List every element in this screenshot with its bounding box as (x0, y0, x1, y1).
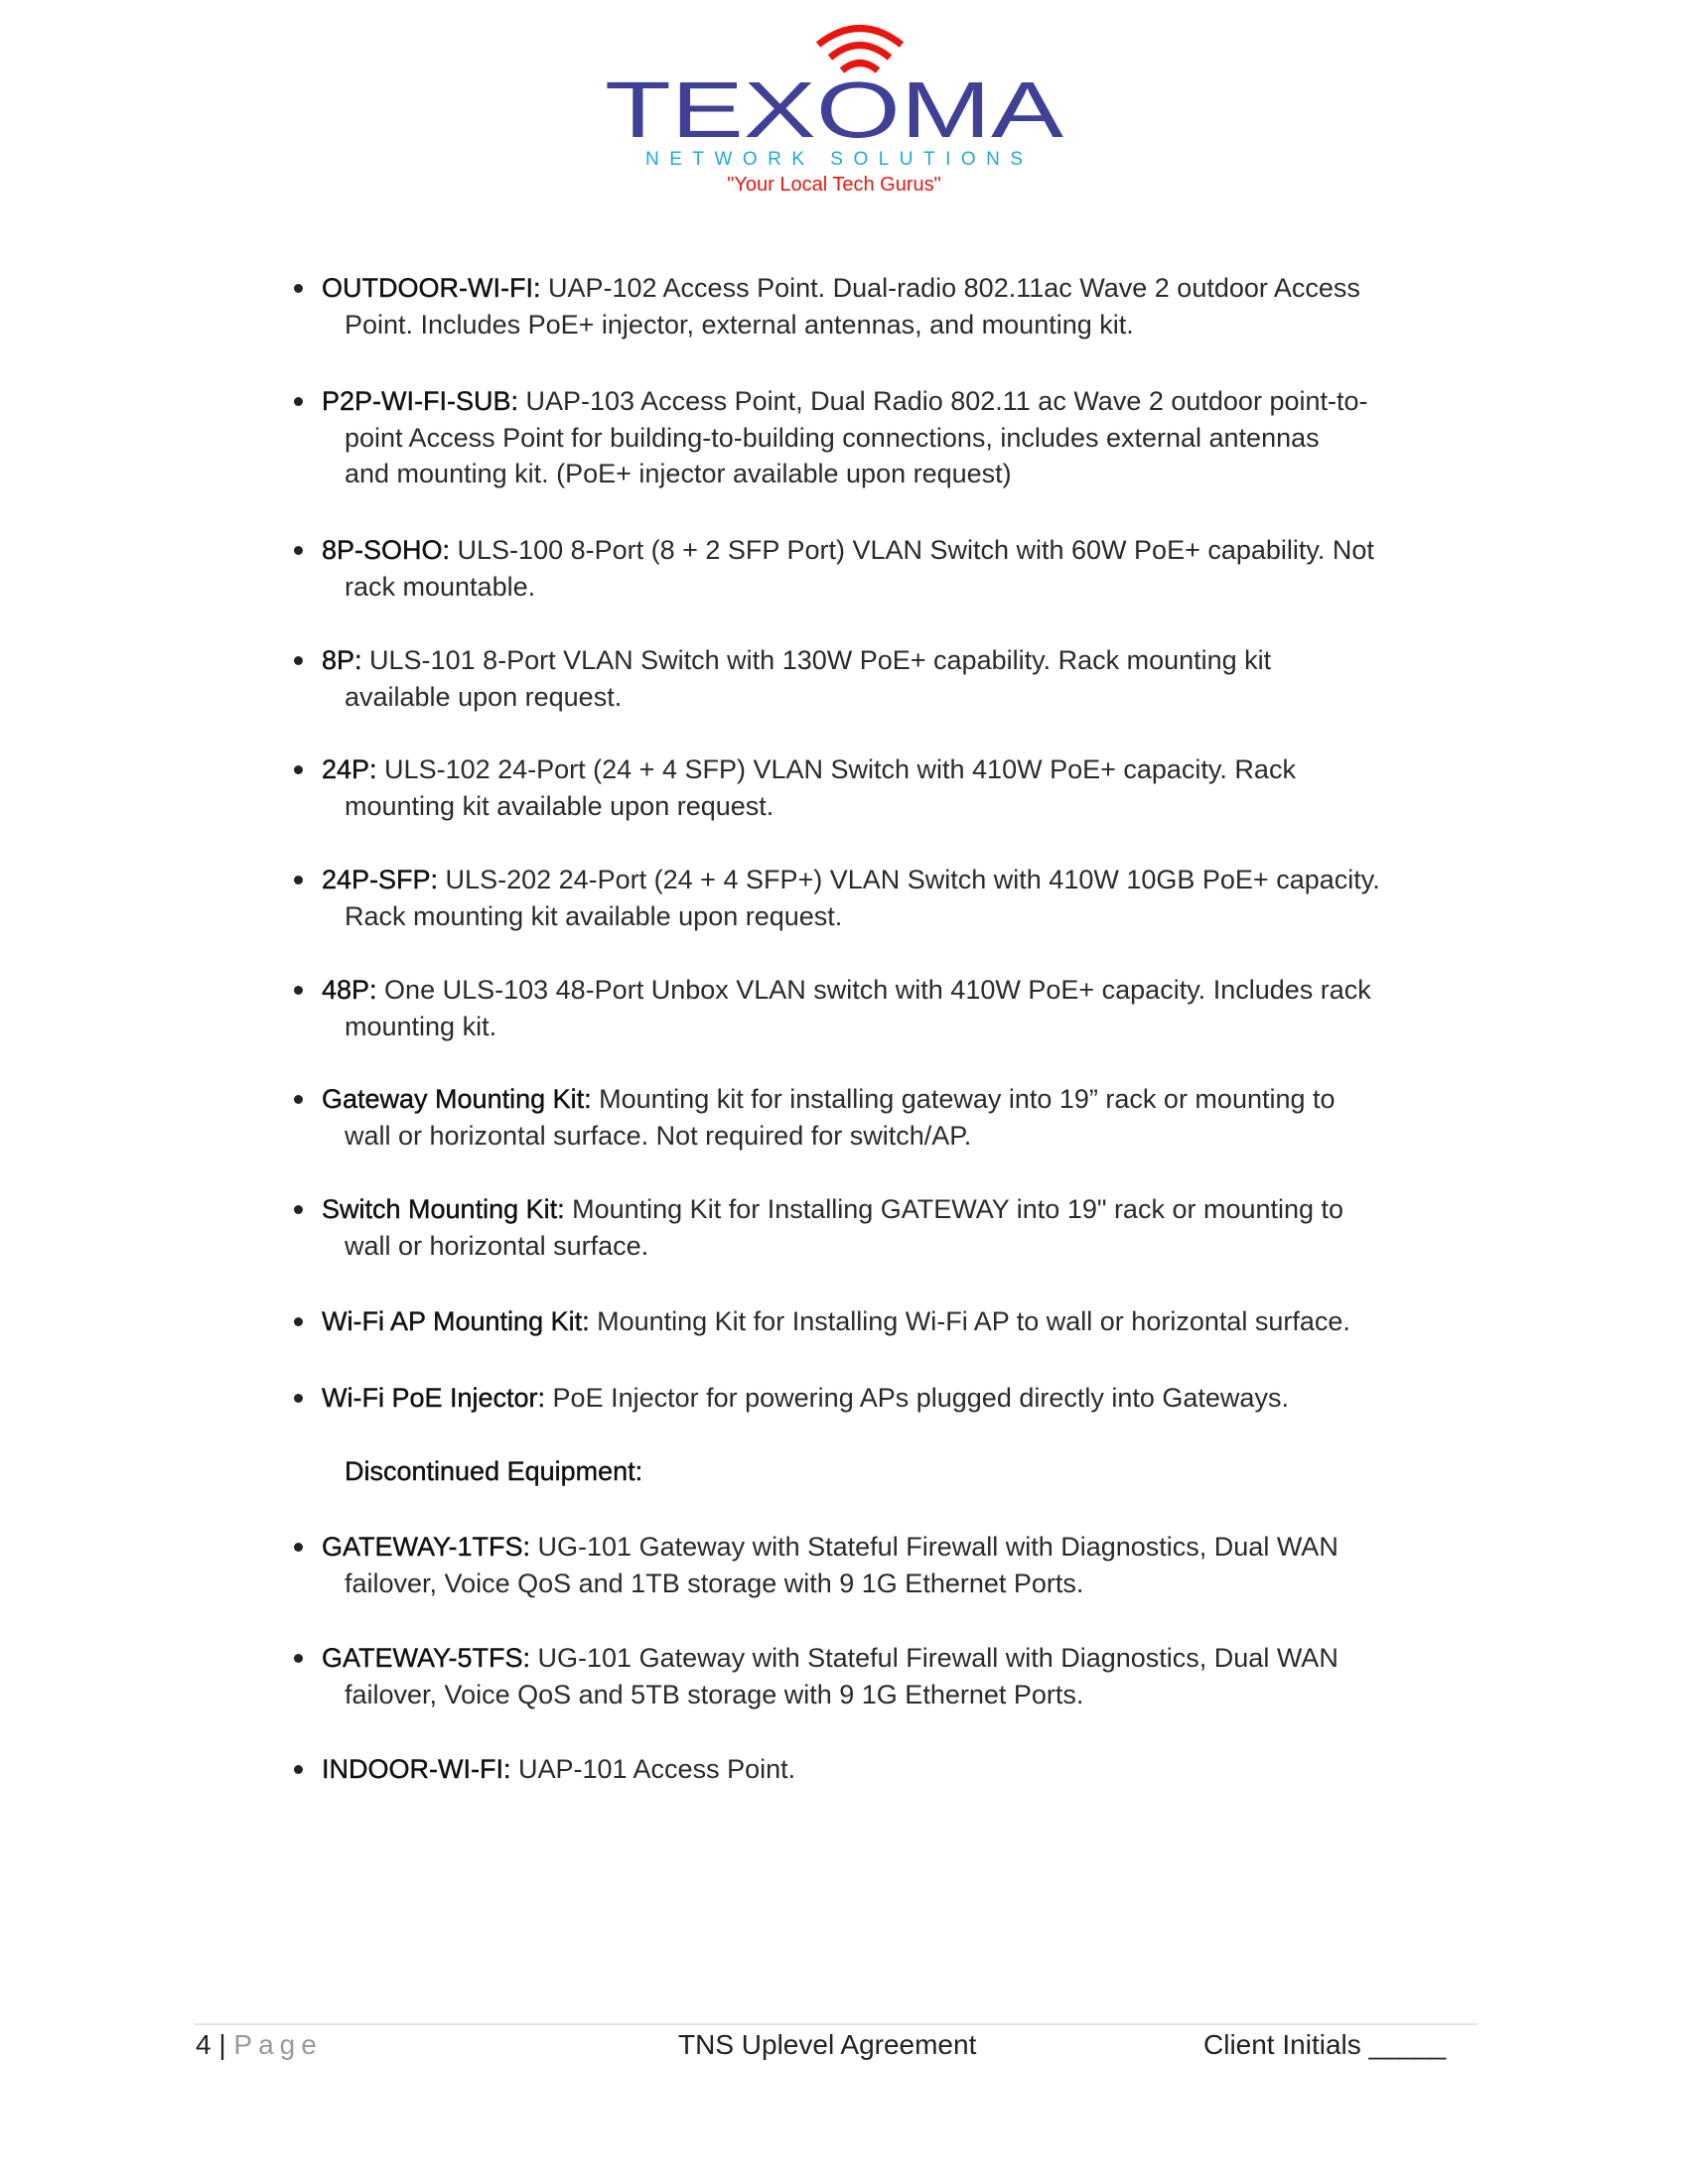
item-line (322, 532, 1374, 569)
item-line (322, 1081, 1336, 1118)
item-line: rack mountable. (345, 571, 536, 602)
item-line (322, 1303, 1350, 1340)
svg-text:"Your Local Tech Gurus": "Your Local Tech Gurus" (727, 174, 941, 196)
bullet-icon (294, 986, 303, 995)
item-text: ULS-100 8-Port (8 + 2 SFP Port) VLAN Switch with 60W PoE+ capability. Not (450, 535, 1374, 565)
bullet-icon (294, 284, 303, 293)
bullet-icon (294, 397, 303, 406)
bullet-icon (294, 1317, 303, 1326)
item-label: 8P-SOHO: (322, 535, 451, 565)
item-text: UAP-101 Access Point. (510, 1754, 796, 1784)
item-text: PoE Injector for powering APs plugged directly into Gateways. (545, 1383, 1289, 1413)
item-line (322, 1640, 1338, 1677)
footer-title: TNS Uplevel Agreement (678, 2029, 977, 2060)
texoma-logo (596, 20, 1072, 199)
item-line: mounting kit available upon request. (345, 790, 774, 821)
item-label: GATEWAY-1TFS: (322, 1532, 531, 1562)
bullet-icon (294, 546, 303, 555)
item-text: ULS-202 24-Port (24 + 4 SFP+) VLAN Switch with 410W 10GB PoE+ capacity. (438, 865, 1380, 894)
item-line (322, 383, 1368, 420)
bullet-icon (294, 1654, 303, 1663)
item-text: UG-101 Gateway with Stateful Firewall with Diagnostics, Dual WAN (530, 1532, 1338, 1562)
item-line: and mounting kit. (PoE+ injector available upon request) (345, 459, 1012, 488)
discontinued-heading: Discontinued Equipment: (345, 1456, 643, 1486)
item-line (322, 751, 1296, 788)
footer-divider (194, 2023, 1477, 2025)
item-label: Switch Mounting Kit: (322, 1194, 565, 1224)
bullet-icon (294, 656, 303, 665)
item-line: Rack mounting kit available upon request. (345, 900, 843, 931)
bullet-icon (294, 1205, 303, 1214)
item-label: Gateway Mounting Kit: (322, 1084, 592, 1114)
bullet-icon (294, 1765, 303, 1774)
page-number: 4 | Page (196, 2029, 323, 2060)
item-text: UAP-102 Access Point. Dual-radio 802.11ac Wave 2 outdoor Access (540, 273, 1360, 303)
item-line (322, 270, 1360, 307)
item-label: INDOOR-WI-FI: (322, 1754, 511, 1784)
item-label: 8P: (322, 645, 362, 675)
item-line (322, 642, 1271, 679)
item-text: ULS-102 24-Port (24 + 4 SFP) VLAN Switch with 410W PoE+ capacity. Rack (376, 754, 1296, 784)
bullet-icon (294, 765, 303, 774)
item-text: UAP-103 Access Point, Dual Radio 802.11 ac Wave 2 outdoor point-to- (518, 386, 1368, 416)
client-initials: Client Initials _____ (1203, 2029, 1447, 2060)
svg-text:NETWORK SOLUTIONS: NETWORK SOLUTIONS (645, 149, 1023, 170)
item-text: Mounting kit for installing gateway into 19” rack or mounting to (591, 1084, 1336, 1114)
item-label: GATEWAY-5TFS: (322, 1643, 531, 1673)
item-line: failover, Voice QoS and 5TB storage with 9 1G Ethernet Ports. (345, 1679, 1084, 1709)
item-text: ULS-101 8-Port VLAN Switch with 130W PoE+ capability. Rack mounting kit (361, 645, 1272, 675)
item-line (322, 972, 1371, 1009)
item-line: mounting kit. (345, 1011, 497, 1041)
item-line: wall or horizontal surface. (345, 1230, 649, 1261)
item-label: P2P-WI-FI-SUB: (322, 386, 519, 416)
item-line (322, 862, 1380, 898)
item-label: Wi-Fi PoE Injector: (322, 1383, 546, 1413)
item-text: Mounting Kit for Installing GATEWAY into 19" rack or mounting to (564, 1194, 1344, 1224)
item-line (322, 1191, 1343, 1228)
item-label: 24P-SFP: (322, 865, 439, 894)
item-line: point Access Point for building-to-building connections, includes external antennas (345, 422, 1320, 453)
svg-text:TEXOMA: TEXOMA (605, 66, 1064, 154)
bullet-icon (294, 1394, 303, 1403)
item-label: 24P: (322, 754, 377, 784)
item-line: available upon request. (345, 681, 623, 712)
item-line: Point. Includes PoE+ injector, external antennas, and mounting kit. (345, 309, 1134, 340)
item-label: 48P: (322, 975, 377, 1005)
item-line (322, 1380, 1289, 1417)
item-label: OUTDOOR-WI-FI: (322, 273, 541, 303)
bullet-icon (294, 1095, 303, 1104)
item-line: wall or horizontal surface. Not required for switch/AP. (345, 1120, 972, 1151)
item-text: UG-101 Gateway with Stateful Firewall with Diagnostics, Dual WAN (530, 1643, 1338, 1673)
item-line: failover, Voice QoS and 1TB storage with 9 1G Ethernet Ports. (345, 1568, 1084, 1598)
item-line (322, 1529, 1338, 1566)
bullet-icon (294, 1543, 303, 1552)
item-text: One ULS-103 48-Port Unbox VLAN switch with 410W PoE+ capacity. Includes rack (376, 975, 1371, 1005)
item-line (322, 1751, 795, 1788)
item-label: Wi-Fi AP Mounting Kit: (322, 1306, 590, 1336)
item-text: Mounting Kit for Installing Wi-Fi AP to wall or horizontal surface. (589, 1306, 1350, 1336)
bullet-icon (294, 876, 303, 885)
